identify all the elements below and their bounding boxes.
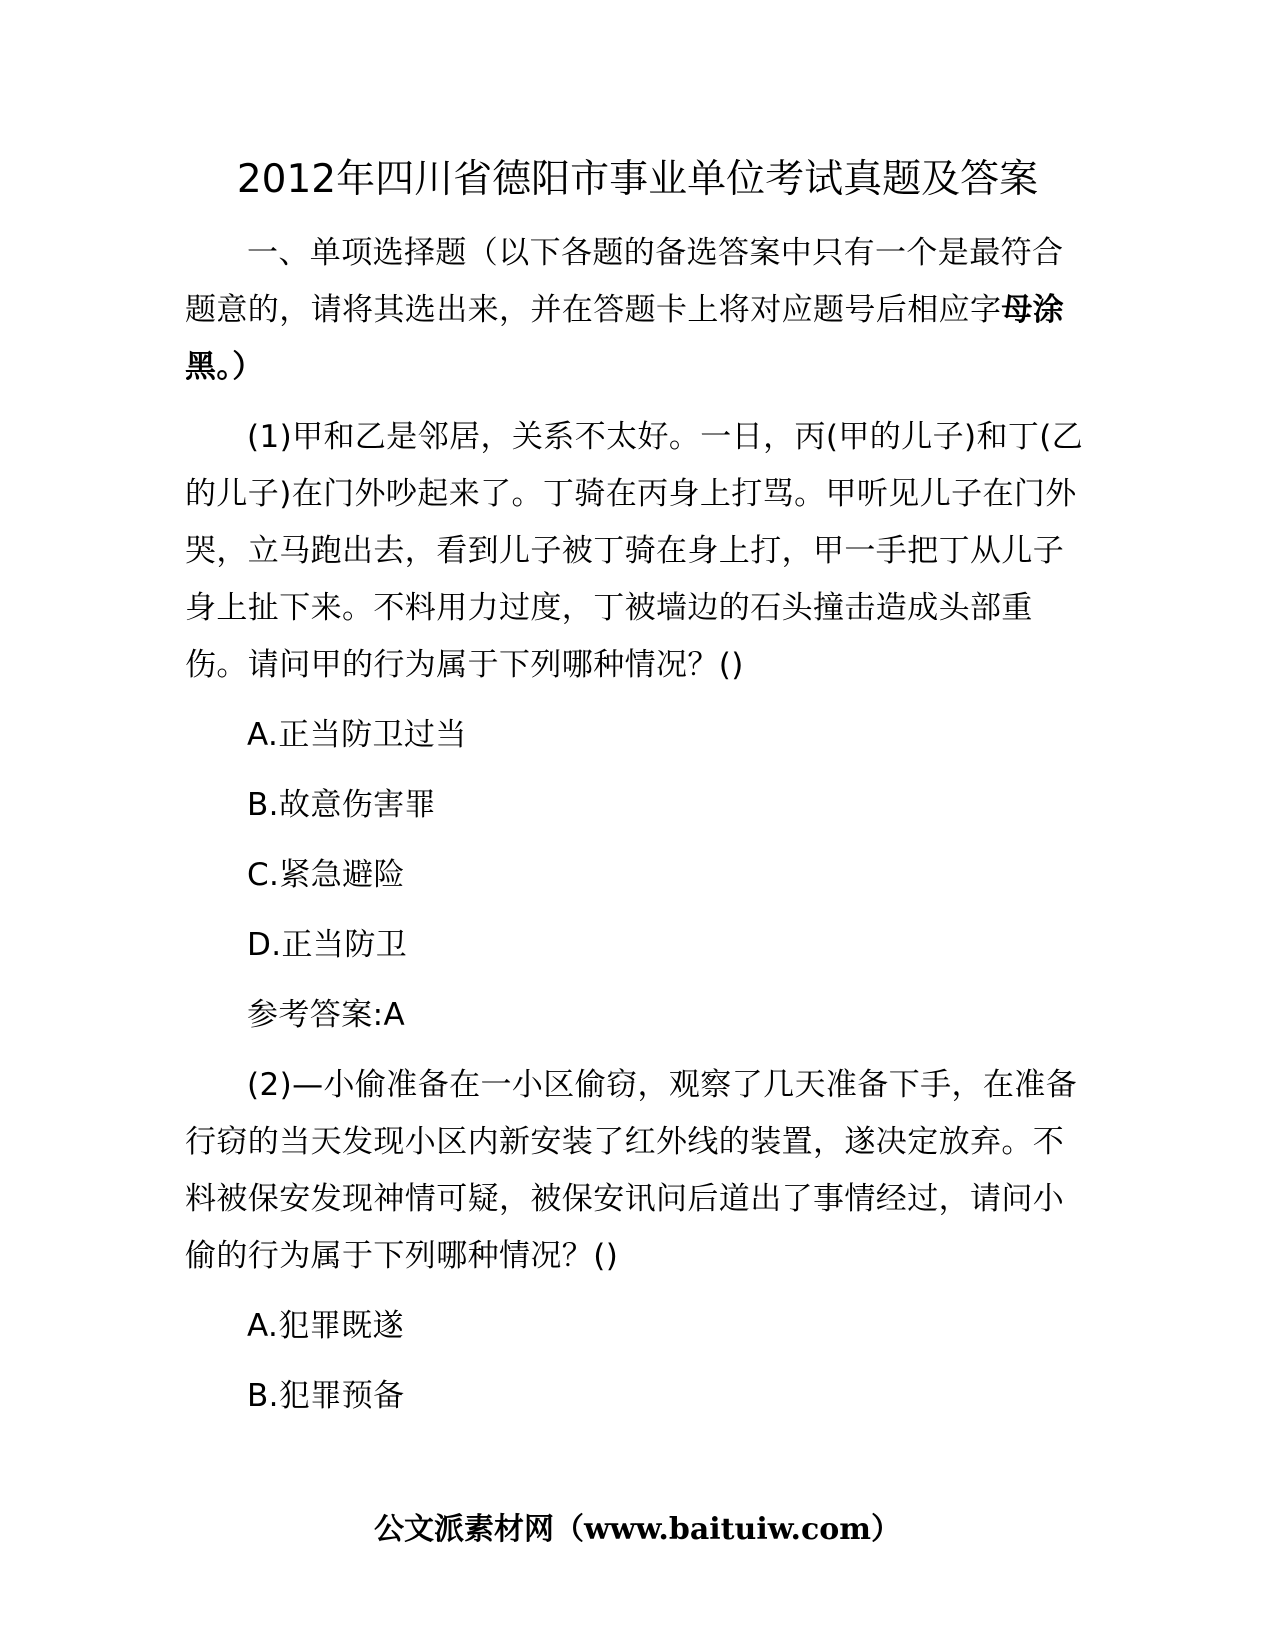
question-2-text: (2)—小偷准备在一小区偷窃，观察了几天准备下手，在准备行窃的当天发现小区内新安装了红外线的装置，遂决定放弃。不料被保安发现神情可疑，被保安讯问后道出了事情经过，请问小偷的行为属于下列哪种情况？() xyxy=(185,1067,1078,1274)
instruction-text: 一、单项选择题（以下各题的备选答案中只有一个是最符合题意的，请将其选出来，并在答题卡上将对应题号后相应字 xyxy=(185,235,1064,328)
section-instruction xyxy=(185,225,1085,396)
question-1-option-b: B.故意伤害罪 xyxy=(247,787,436,823)
question-1-option-d: D.正当防卫 xyxy=(247,927,408,963)
document-title: 2012年四川省德阳市事业单位考试真题及答案 xyxy=(236,157,1039,202)
question-2-option-b: B.犯罪预备 xyxy=(247,1378,405,1414)
page-footer: 公文派素材网（www.baituiw.com） xyxy=(373,1512,902,1547)
question-1-option-c: C.紧急避险 xyxy=(247,857,405,893)
question-1-text: (1)甲和乙是邻居，关系不太好。一日，丙(甲的儿子)和丁(乙的儿子)在门外吵起来了。丁骑在丙身上打骂。甲听见儿子在门外哭，立马跑出去，看到儿子被丁骑在身上打，甲一手把丁从儿子身上扯下来。不料用力过度，丁被墙边的石头撞击造成头部重伤。请问甲的行为属于下列哪种情况？() xyxy=(185,419,1084,683)
document-body xyxy=(185,225,1085,1438)
question-1-answer: 参考答案:A xyxy=(247,997,406,1033)
instruction-text-bold: 母涂黑。） xyxy=(185,292,1065,385)
question-1-option-a: A.正当防卫过当 xyxy=(247,717,467,753)
question-2-option-a: A.犯罪既遂 xyxy=(247,1308,404,1344)
